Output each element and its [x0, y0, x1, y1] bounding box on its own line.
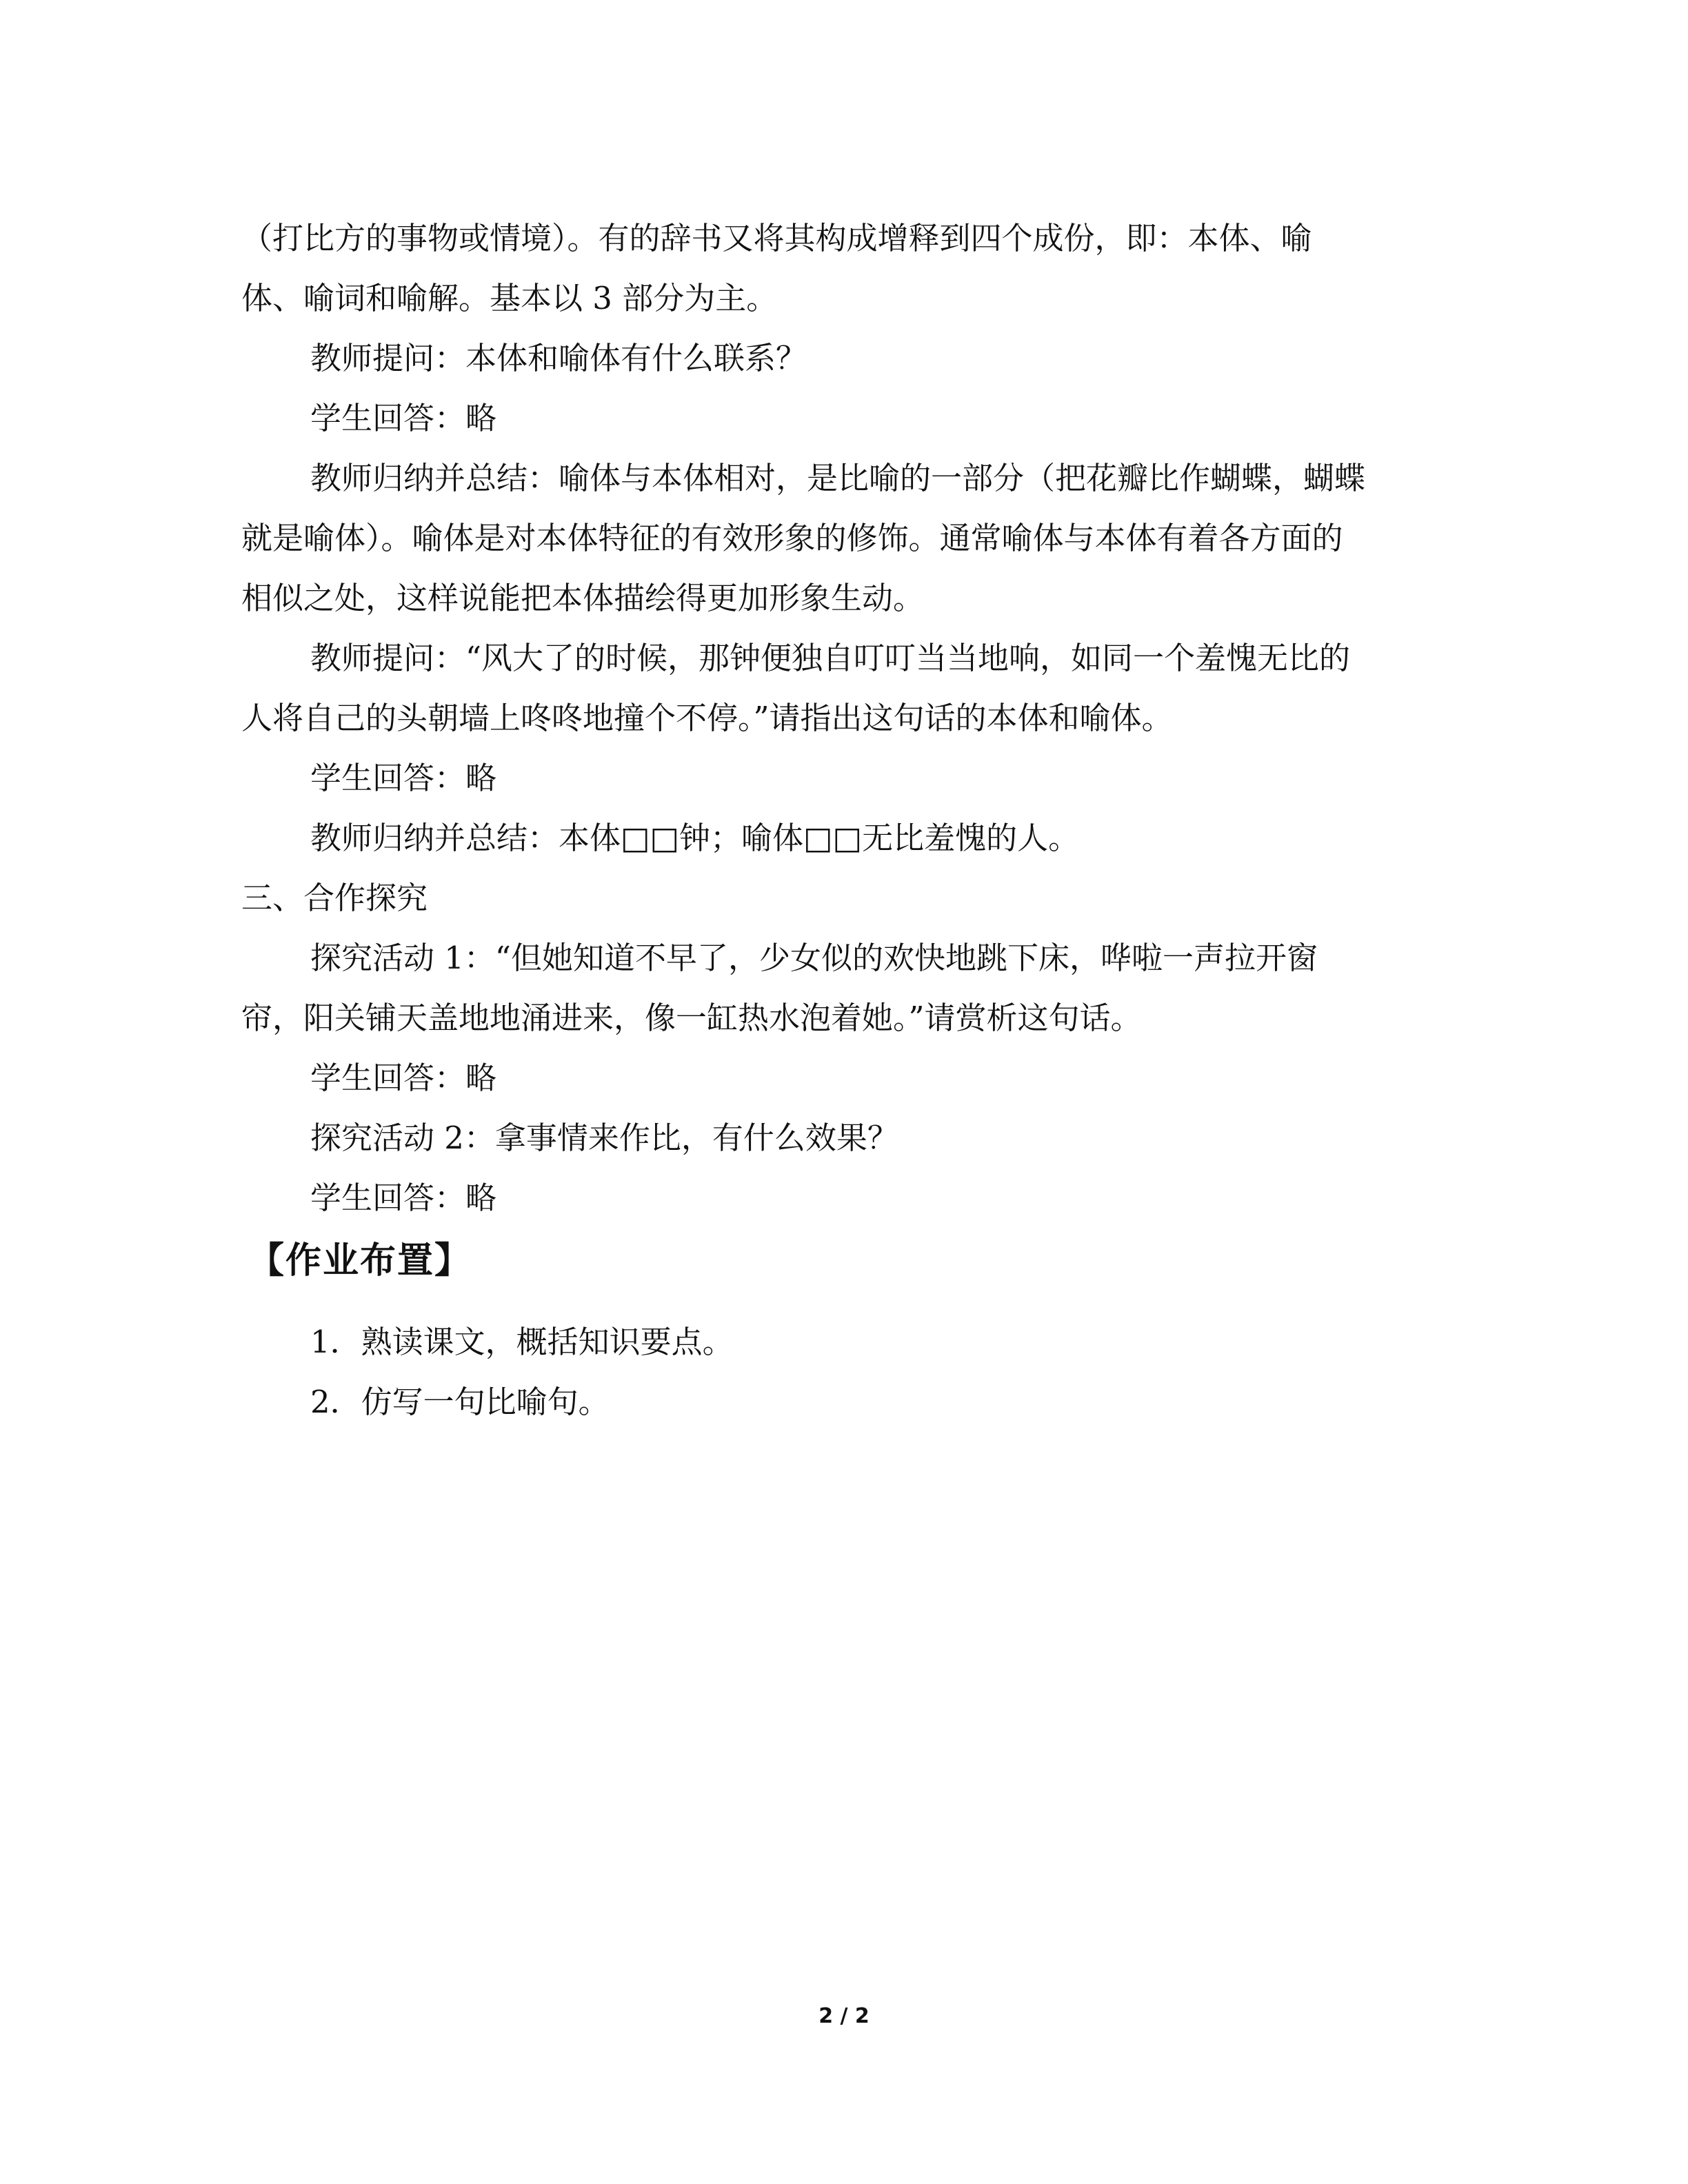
homework-item: 2．仿写一句比喻句。 — [310, 1384, 610, 1420]
spacer — [241, 1294, 1455, 1312]
homework-heading: 【作业布置】 — [248, 1240, 472, 1282]
student-answer: 学生回答：略 — [310, 760, 497, 796]
paragraph-line: 相似之处，这样说能把本体描绘得更加形象生动。 — [241, 580, 925, 616]
teacher-question: 教师提问：“风大了的时候，那钟便独自叮叮当当地响，如同一个羞愧无比的 — [310, 640, 1351, 676]
student-answer: 学生回答：略 — [310, 400, 497, 436]
paragraph-line: 帘，阳关铺天盖地地涌进来，像一缸热水泡着她。”请赏析这句话。 — [241, 1000, 1142, 1036]
teacher-summary: 教师归纳并总结：本体□□钟；喻体□□无比羞愧的人。 — [310, 820, 1080, 856]
page-number: 2 / 2 — [818, 2004, 870, 2028]
inquiry-activity: 探究活动 2：拿事情来作比，有什么效果？ — [310, 1120, 898, 1156]
inquiry-activity: 探究活动 1：“但她知道不早了，少女似的欢快地跳下床，哗啦一声拉开窗 — [310, 940, 1318, 976]
student-answer: 学生回答：略 — [310, 1180, 497, 1216]
document-body — [241, 208, 1455, 1432]
section-heading: 三、合作探究 — [241, 880, 428, 916]
paragraph-line: 人将自己的头朝墙上咚咚地撞个不停。”请指出这句话的本体和喻体。 — [241, 700, 1173, 736]
paragraph-line: 体、喻词和喻解。基本以 3 部分为主。 — [241, 280, 778, 316]
homework-item: 1．熟读课文，概括知识要点。 — [310, 1324, 734, 1360]
paragraph-line: 就是喻体）。喻体是对本体特征的有效形象的修饰。通常喻体与本体有着各方面的 — [241, 520, 1343, 556]
student-answer: 学生回答：略 — [310, 1060, 497, 1096]
paragraph-line: （打比方的事物或情境）。有的辞书又将其构成增释到四个成份，即：本体、喻 — [241, 220, 1312, 256]
teacher-question: 教师提问：本体和喻体有什么联系？ — [310, 340, 807, 376]
teacher-summary: 教师归纳并总结：喻体与本体相对，是比喻的一部分（把花瓣比作蝴蝶，蝴蝶 — [310, 460, 1366, 496]
